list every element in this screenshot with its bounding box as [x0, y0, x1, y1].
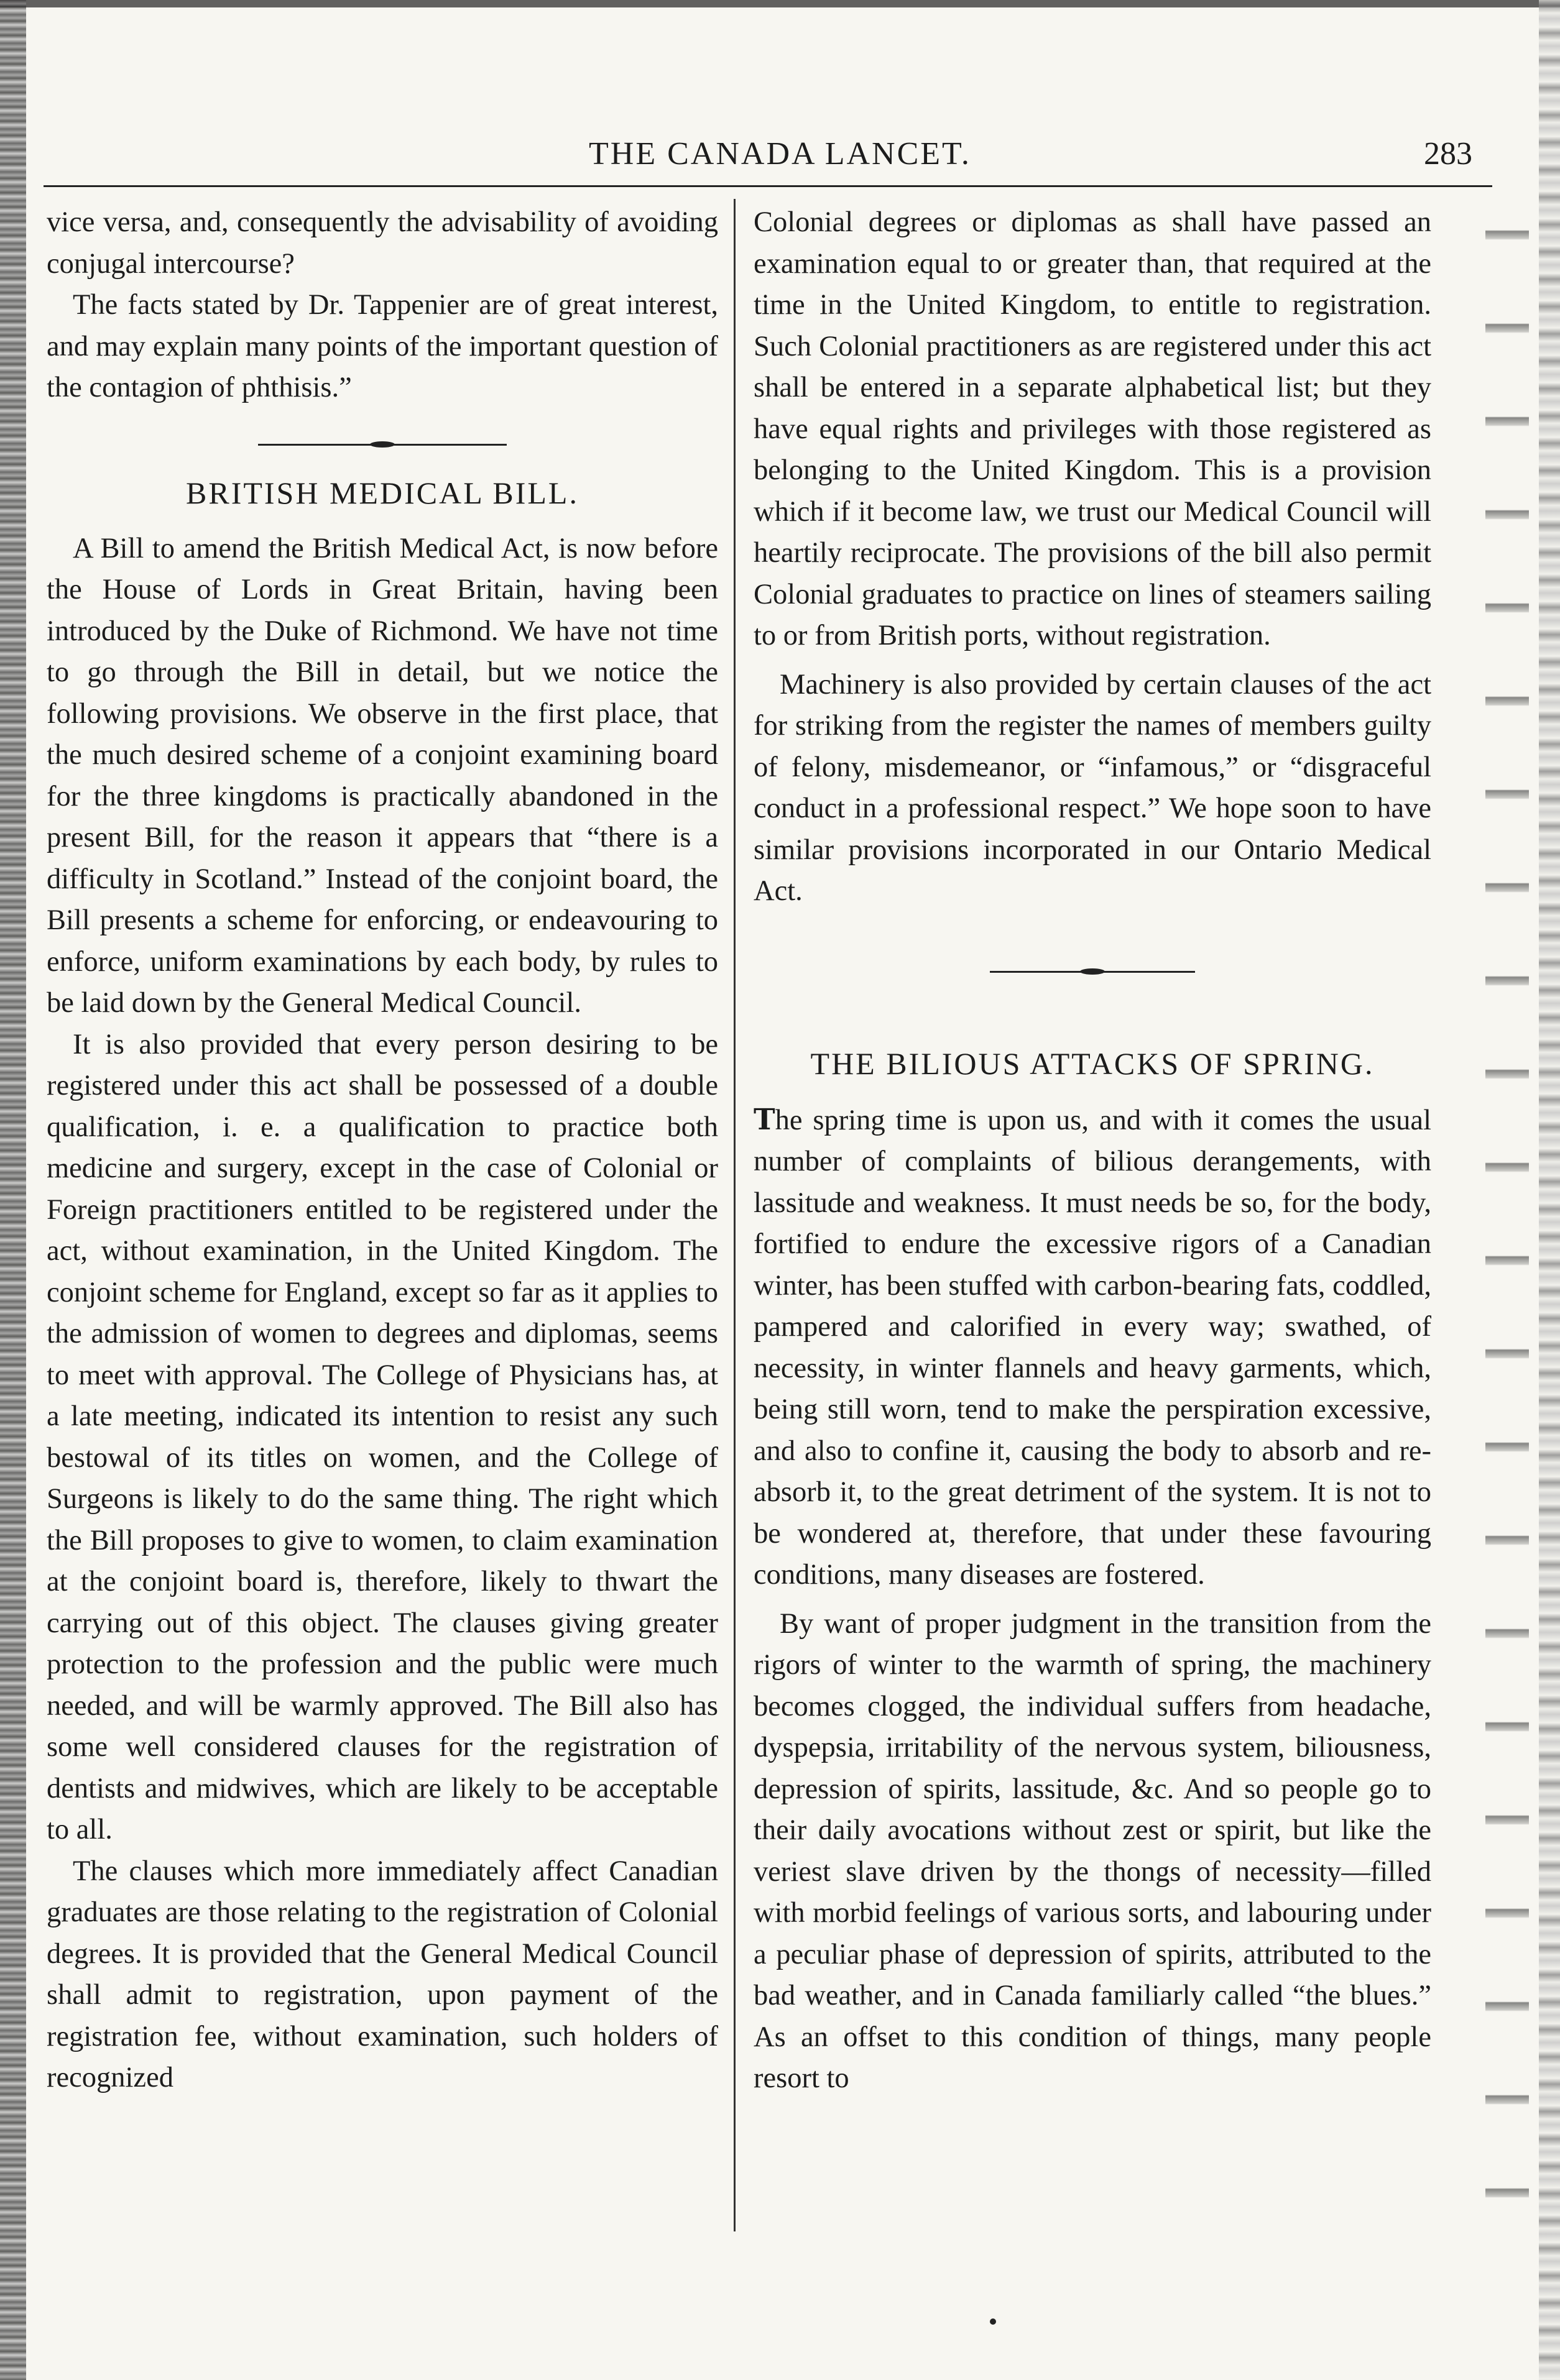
right-column	[754, 202, 1431, 2100]
paragraph: Colonial degrees or diplomas as shall have passed an examination equal to or greater than, that required at the time in the United Kingdom, to entitle to registration. Such Colonial practitioners as are registered under this act shall be entered in a separate alphabetical list; but they have equal rights and privileges with those registered as belonging to the United Kingdom. This is a provision which if it become law, we trust our Medical Council will heartily reciprocate. The provisions of the bill also permit Colonial graduates to practice on lines of steamers sailing to or from British ports, without registration.	[754, 206, 1431, 651]
paragraph: Machinery is also provided by certain clauses of the act for striking from the register the names of members guilty of felony, misdemeanor, or “infamous,” or “disgraceful conduct in a professional respect.” We hope soon to have similar provisions incorporated in our Ontario Medical Act.	[754, 668, 1431, 907]
page-number: 283	[1424, 136, 1472, 172]
paragraph: A Bill to amend the British Medical Act, is now before the House of Lords in Great Britain, having been introduced by the Duke of Richmond. We have not time to go through the Bill in detail, but we notice the following provisions. We observe in the first place, that the much desired scheme of a conjoint examining board for the three kingdoms is practically abandoned in the present Bill, for the reason it appears that “there is a difficulty in Scotland.” Instead of the conjoint board, the Bill presents a scheme for enforcing, or endeavouring to enforce, uniform examinations by each body, by rules to be laid down by the General Medical Council.	[47, 532, 718, 1019]
margin-bleed-marks	[1485, 186, 1529, 2238]
scan-right-edge	[1539, 0, 1560, 2380]
footer-dot	[990, 2318, 996, 2325]
paragraph: By want of proper judgment in the transition from the rigors of winter to the warmth of spring, the machinery becomes clogged, the individual suffers from headache, dyspepsia, irritability of the nervous system, biliousness, depression of spirits, lassitude, &c. And so people go to their daily avocations without zest or spirit, but like the veriest slave driven by the thongs of necessity—filled with morbid feelings of various sorts, and labouring under a peculiar phase of depression of spirits, attributed to the bad weather, and in Canada familiarly called “the blues.” As an offset to this condition of things, many people resort to	[754, 1607, 1431, 2094]
paragraph: The facts stated by Dr. Tappenier are of great interest, and may explain many points of the important question of the contagion of phthisis.”	[47, 289, 718, 403]
paragraph: The clauses which more immediately affect Canadian graduates are those relating to the registration of Colonial degrees. It is provided that the General Medical Council shall admit to registration, upon payment of the registration fee, without examination, such holders of recognized	[47, 1855, 718, 2093]
paragraph: vice versa, and, consequently the advisability of avoiding conjugal intercourse?	[47, 206, 718, 280]
section-ornament	[258, 441, 507, 448]
paragraph: It is also provided that every person desiring to be registered under this act shall be possessed of a double qualification, i. e. a qualification to practice both medicine and surgery, except in the case of Colonial or Foreign practitioners entitled to be registered under the act, without examination, in the United Kingdom. The conjoint scheme for England, except so far as it applies to the admission of women to degrees and diplomas, seems to meet with approval. The College of Physicians has, at a late meeting, indicated its intention to resist any such bestowal of its titles on women, and the College of Surgeons is likely to do the same thing. The right which the Bill proposes to give to women, to claim examination at the conjoint board is, therefore, likely to thwart the carrying out of this object. The clauses giving greater protection to the profession and the public were much needed, and will be warmly approved. The Bill also has some well considered clauses for the registration of dentists and midwives, which are likely to be acceptable to all.	[47, 1028, 718, 1845]
section-title-british-medical-bill: BRITISH MEDICAL BILL.	[186, 475, 579, 510]
scan-top-edge	[0, 0, 1560, 7]
left-column	[47, 202, 718, 2099]
column-divider	[734, 199, 736, 2231]
section-ornament	[990, 968, 1195, 975]
header-rule	[44, 185, 1492, 187]
paragraph-text: he spring time is upon us, and with it comes the usual number of complaints of bilious derangements, with lassitude and weakness. It must needs be so, for the body, fortified to endure the excessive rigors of a Canadian winter, has been stuffed with carbon-bearing fats, coddled, pampered and calorified in every way; swathed, of necessity, in winter flannels and heavy garments, which, being still worn, tend to make the perspiration excessive, and also to confine it, causing the body to absorb and re-absorb it, to the great detriment of the system. It is not to be wondered at, therefore, that under these favouring conditions, many diseases are fostered.	[754, 1104, 1431, 1591]
paragraph	[754, 1099, 1431, 1596]
section-title-bilious-attacks: THE BILIOUS ATTACKS OF SPRING.	[810, 1045, 1375, 1081]
running-head	[0, 136, 1560, 179]
journal-title: THE CANADA LANCET.	[589, 136, 971, 172]
drop-cap: T	[754, 1101, 775, 1136]
scan-binding-edge	[0, 0, 26, 2380]
